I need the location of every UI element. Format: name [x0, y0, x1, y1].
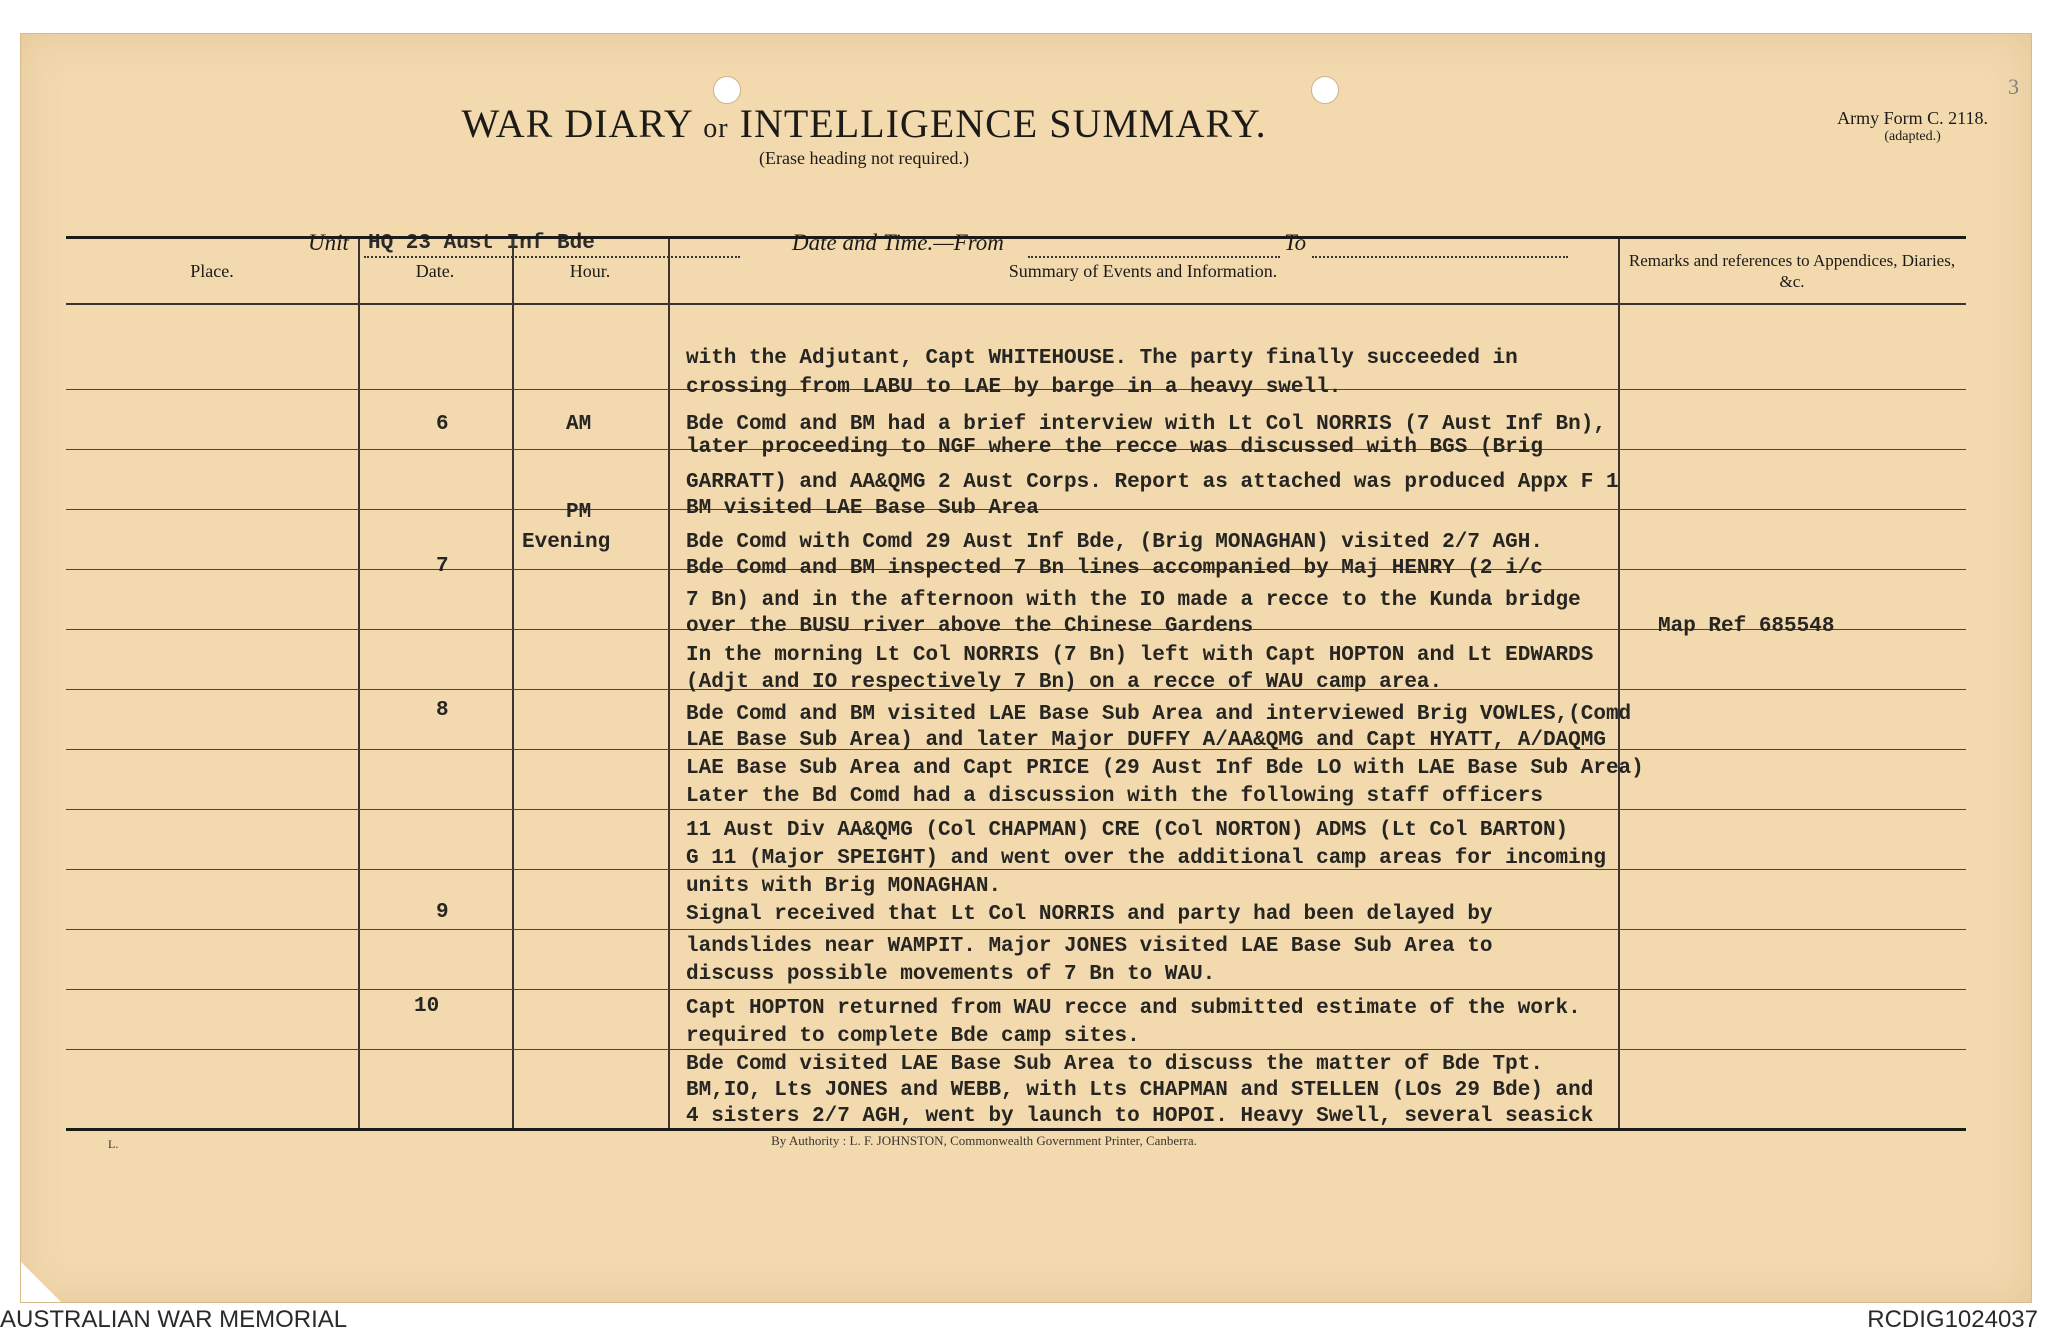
- column-divider: [358, 239, 360, 1128]
- hour-am: AM: [566, 413, 592, 436]
- entry-line: Capt HOPTON returned from WAU recce and submitted estimate of the work.: [686, 997, 1581, 1020]
- entry-line: Bde Comd with Comd 29 Aust Inf Bde, (Brig MONAGHAN) visited 2/7 AGH.: [686, 531, 1543, 554]
- date-10: 10: [414, 995, 440, 1018]
- entry-line: In the morning Lt Col NORRIS (7 Bn) left with Capt HOPTON and Lt EDWARDS: [686, 644, 1594, 667]
- entry-line: Bde Comd and BM inspected 7 Bn lines accompanied by Maj HENRY (2 i/c: [686, 557, 1543, 580]
- column-divider: [668, 239, 670, 1128]
- page-number: 3: [2008, 74, 2019, 99]
- date-9: 9: [436, 901, 449, 924]
- army-form-code: Army Form C. 2118.: [1837, 108, 1988, 128]
- entry-line: units with Brig MONAGHAN.: [686, 875, 1002, 898]
- entry-line: landslides near WAMPIT. Major JONES visited LAE Base Sub Area to: [686, 935, 1493, 958]
- row-rule: [66, 1049, 1966, 1050]
- header-remarks: Remarks and references to Appendices, Diaries, &c.: [1628, 251, 1956, 291]
- map-reference: Map Ref 685548: [1658, 615, 1835, 638]
- to-label: To: [1284, 230, 1307, 255]
- entry-line: Later the Bd Comd had a discussion with the following staff officers: [686, 785, 1543, 808]
- row-rule: [66, 929, 1966, 930]
- date-6: 6: [436, 413, 449, 436]
- entry-line: 4 sisters 2/7 AGH, went by launch to HOPOI. Heavy Swell, several seasick: [686, 1105, 1594, 1128]
- header-summary: Summary of Events and Information.: [1008, 260, 1278, 281]
- entry-line: Bde Comd and BM visited LAE Base Sub Area and interviewed Brig VOWLES,(Comd: [686, 703, 1632, 726]
- entry-line: Bde Comd visited LAE Base Sub Area to discuss the matter of Bde Tpt.: [686, 1053, 1543, 1076]
- column-divider: [512, 239, 514, 1128]
- entry-line: discuss possible movements of 7 Bn to WAU.: [686, 963, 1216, 986]
- printer-authority: By Authority : L. F. JOHNSTON, Commonwealth Government Printer, Canberra.: [771, 1133, 1197, 1148]
- entry-line: Bde Comd and BM had a brief interview with Lt Col NORRIS (7 Aust Inf Bn),: [686, 413, 1606, 436]
- column-divider: [1618, 239, 1620, 1128]
- entry-line: crossing from LABU to LAE by barge in a heavy swell.: [686, 376, 1342, 399]
- title-war-diary: WAR DIARY: [461, 101, 693, 146]
- row-rule: [66, 809, 1966, 810]
- credit-left: AUSTRALIAN WAR MEMORIAL: [0, 1306, 348, 1333]
- entry-line: BM visited LAE Base Sub Area: [686, 497, 1039, 520]
- entry-line: GARRATT) and AA&QMG 2 Aust Corps. Report as attached was produced Appx F 1: [686, 471, 1619, 494]
- title-intelligence-summary: INTELLIGENCE SUMMARY.: [739, 101, 1267, 146]
- date-8: 8: [436, 699, 449, 722]
- hour-pm: PM: [566, 501, 592, 524]
- entry-line: required to complete Bde camp sites.: [686, 1025, 1140, 1048]
- entry-line: over the BUSU river above the Chinese Gardens: [686, 615, 1254, 638]
- entry-line: LAE Base Sub Area and Capt PRICE (29 Aust Inf Bde LO with LAE Base Sub Area): [686, 757, 1644, 780]
- header-hour: Hour.: [569, 260, 611, 281]
- entry-line: later proceeding to NGF where the recce was discussed with BGS (Brig: [686, 436, 1543, 459]
- entry-line: G 11 (Major SPEIGHT) and went over the additional camp areas for incoming: [686, 847, 1606, 870]
- unit-value: HQ 23 Aust Inf Bde: [368, 232, 595, 255]
- folded-corner: [21, 1262, 61, 1302]
- army-form-adapted: (adapted.): [1884, 129, 1941, 144]
- entry-line: with the Adjutant, Capt WHITEHOUSE. The party finally succeeded in: [686, 347, 1518, 370]
- entry-line: BM,IO, Lts JONES and WEBB, with Lts CHAPMAN and STELLEN (LOs 29 Bde) and: [686, 1079, 1594, 1102]
- diary-table: [66, 236, 1966, 1131]
- entry-line: 7 Bn) and in the afternoon with the IO made a recce to the Kunda bridge: [686, 589, 1581, 612]
- entry-line: LAE Base Sub Area) and later Major DUFFY A/AA&QMG and Capt HYATT, A/DAQMG: [686, 729, 1606, 752]
- date-7: 7: [436, 555, 449, 578]
- header-place: Place.: [190, 260, 234, 281]
- entry-line: 11 Aust Div AA&QMG (Col CHAPMAN) CRE (Col NORTON) ADMS (Lt Col BARTON): [686, 819, 1569, 842]
- date-from-label: Date and Time.—From: [792, 230, 1004, 255]
- unit-line: [0, 198, 2048, 255]
- army-form-ref: [1837, 108, 1988, 145]
- title-or: or: [703, 113, 729, 144]
- hour-evening: Evening: [522, 531, 611, 554]
- credit-right: RCDIG1024037: [1867, 1306, 2038, 1333]
- unit-label: Unit: [308, 230, 349, 255]
- form-title: [0, 100, 1888, 147]
- form-code: L.: [108, 1137, 119, 1151]
- header-date: Date.: [415, 260, 455, 281]
- entry-line: Signal received that Lt Col NORRIS and party had been delayed by: [686, 903, 1493, 926]
- entry-line: (Adjt and IO respectively 7 Bn) on a recce of WAU camp area.: [686, 671, 1443, 694]
- erase-note: (Erase heading not required.): [759, 148, 969, 168]
- row-rule: [66, 989, 1966, 990]
- header-rule: [66, 303, 1966, 305]
